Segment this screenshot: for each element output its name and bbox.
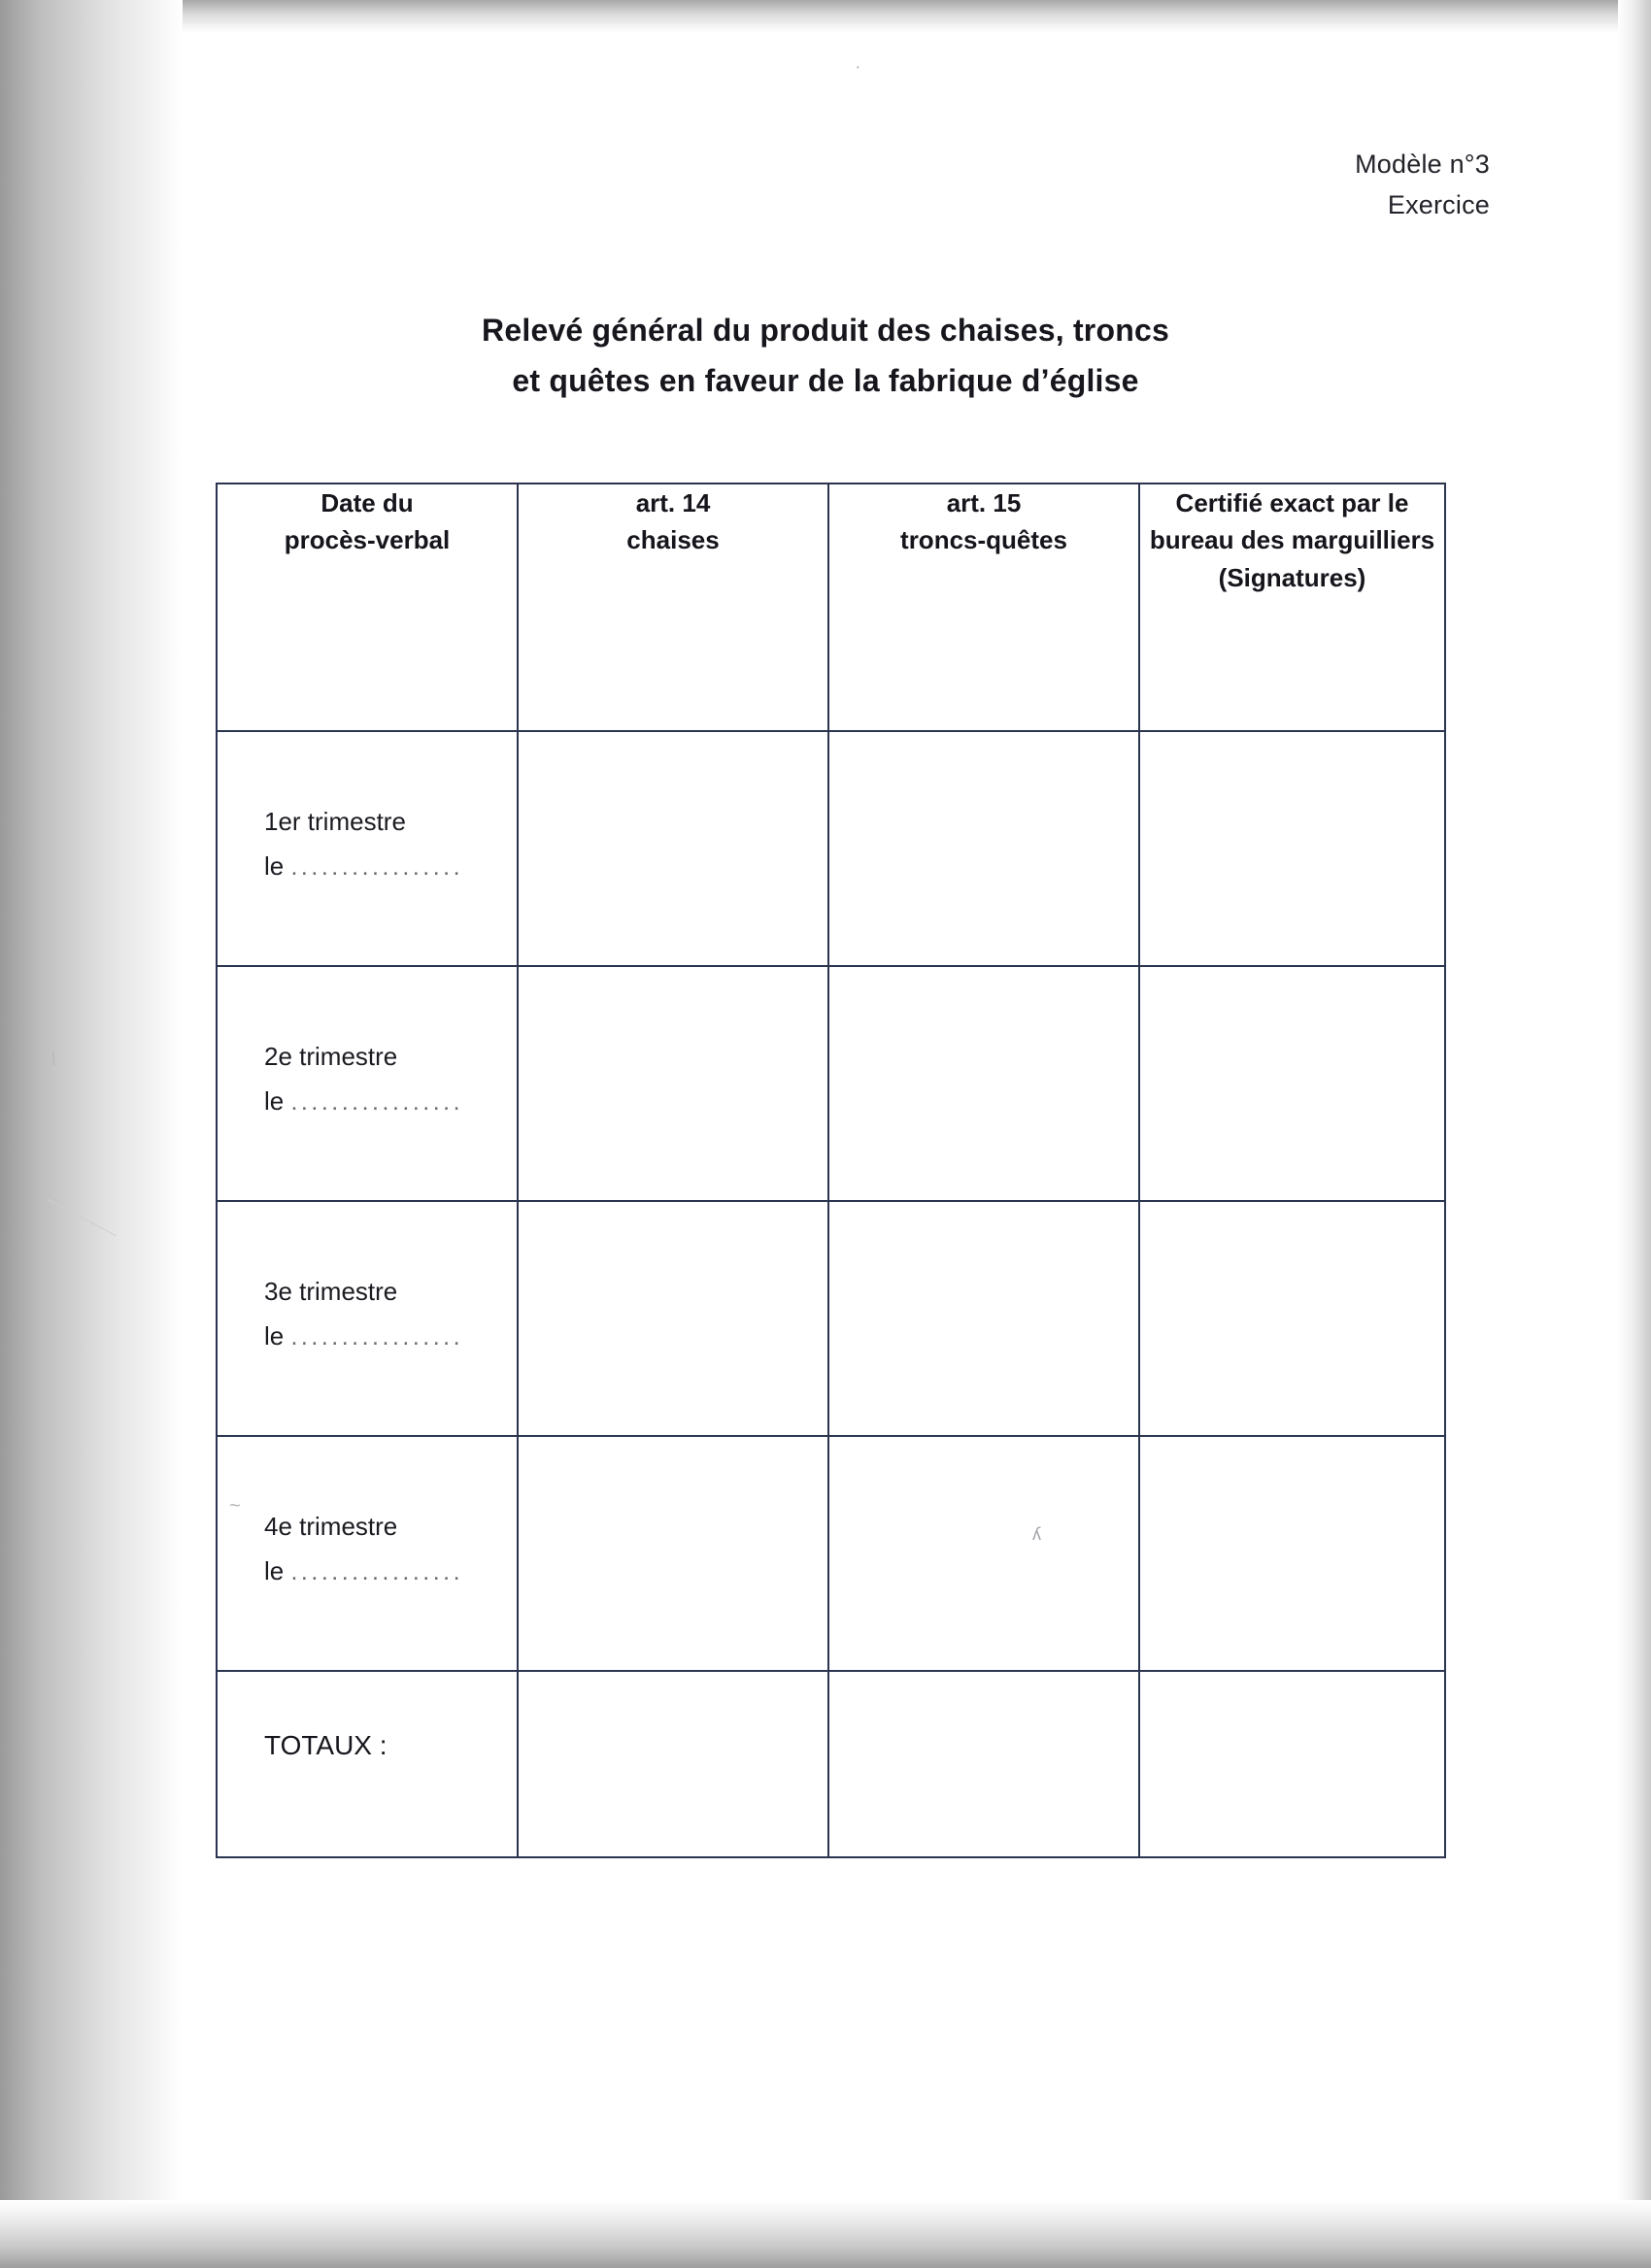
- column-header-troncs-quetes: [828, 484, 1139, 731]
- table-row: [217, 966, 1445, 1201]
- column-header-troncs-line2: troncs-quêtes: [900, 525, 1067, 555]
- row-label-q2-text: 2e trimestre: [264, 1042, 398, 1071]
- cell-signatures-totals[interactable]: [1139, 1671, 1445, 1857]
- scan-artifact-top-icon: ·: [855, 56, 861, 78]
- model-number: Modèle n°3: [1355, 150, 1490, 179]
- column-header-signatures-line1: Certifié exact par le: [1175, 488, 1409, 517]
- cell-troncs-quetes-q1[interactable]: [828, 731, 1139, 966]
- row-label-cell-q4: [217, 1436, 518, 1671]
- page-title-line2: et quêtes en faveur de la fabrique d’église: [512, 362, 1139, 398]
- scan-edge-top: [0, 0, 1651, 33]
- column-header-chaises-line1: art. 14: [635, 488, 711, 517]
- totals-label: TOTAUX :: [264, 1730, 387, 1760]
- row-date-line-q3[interactable]: [264, 1317, 517, 1356]
- row-date-dots-q3: .................: [290, 1323, 464, 1351]
- row-date-dots-q1: .................: [290, 853, 464, 882]
- row-date-line-q2[interactable]: [264, 1082, 517, 1121]
- cell-troncs-quetes-totals[interactable]: [828, 1671, 1139, 1857]
- row-label-cell-q2: [217, 966, 518, 1201]
- table-header-row: [217, 484, 1445, 731]
- column-header-date-line1: Date du: [320, 488, 414, 517]
- row-label-q4-text: 4e trimestre: [264, 1512, 398, 1541]
- column-header-signatures-line2: bureau des marguilliers: [1149, 525, 1435, 555]
- row-label-cell-totals: [217, 1671, 518, 1857]
- scan-edge-bottom: [0, 2200, 1651, 2268]
- table-row-totals: [217, 1671, 1445, 1857]
- scan-artifact-row-icon: ~: [229, 1495, 241, 1517]
- row-label-q3: [218, 1202, 517, 1356]
- page-title: [0, 306, 1651, 407]
- cell-troncs-quetes-q2[interactable]: [828, 966, 1139, 1201]
- column-header-chaises-line2: chaises: [626, 525, 720, 555]
- cell-chaises-q2[interactable]: [518, 966, 828, 1201]
- row-label-q1-text: 1er trimestre: [264, 807, 406, 836]
- table-row: [217, 1201, 1445, 1436]
- column-header-chaises: [518, 484, 828, 731]
- table-body: [217, 731, 1445, 1857]
- row-date-prefix-q1: le: [264, 851, 285, 882]
- row-date-line-q4[interactable]: [264, 1551, 517, 1591]
- cell-chaises-q4[interactable]: [518, 1436, 828, 1671]
- row-label-cell-q1: [217, 731, 518, 966]
- column-header-date: [217, 484, 518, 731]
- document-reference: [1355, 146, 1490, 224]
- cell-chaises-totals[interactable]: [518, 1671, 828, 1857]
- column-header-date-line2: procès-verbal: [284, 525, 451, 555]
- statement-table: [216, 483, 1446, 1858]
- cell-signatures-q2[interactable]: [1139, 966, 1445, 1201]
- row-date-prefix-q4: le: [264, 1556, 285, 1586]
- cell-signatures-q3[interactable]: [1139, 1201, 1445, 1436]
- table-row: [217, 1436, 1445, 1671]
- cell-chaises-q3[interactable]: [518, 1201, 828, 1436]
- scan-artifact-cell-icon: ʎ: [1032, 1524, 1041, 1544]
- cell-signatures-q4[interactable]: [1139, 1436, 1445, 1671]
- column-header-signatures: [1139, 484, 1445, 731]
- column-header-signatures-line3: (Signatures): [1218, 562, 1366, 592]
- row-label-q3-text: 3e trimestre: [264, 1277, 398, 1306]
- statement-table-wrapper: [216, 483, 1444, 1858]
- cell-troncs-quetes-q3[interactable]: [828, 1201, 1139, 1436]
- row-label-q4: [218, 1437, 517, 1591]
- row-date-dots-q2: .................: [290, 1088, 464, 1117]
- table-header: [217, 484, 1445, 731]
- row-date-prefix-q2: le: [264, 1086, 285, 1117]
- cell-troncs-quetes-q4[interactable]: [828, 1436, 1139, 1671]
- table-row: [217, 731, 1445, 966]
- row-date-prefix-q3: le: [264, 1321, 285, 1351]
- cell-signatures-q1[interactable]: [1139, 731, 1445, 966]
- row-date-line-q1[interactable]: [264, 847, 517, 886]
- row-label-q1: [218, 732, 517, 886]
- page-title-line1: Relevé général du produit des chaises, troncs: [482, 313, 1169, 348]
- scan-artifact-left-icon: \: [48, 1048, 58, 1071]
- row-label-q2: [218, 967, 517, 1121]
- row-label-cell-q3: [217, 1201, 518, 1436]
- column-header-troncs-line1: art. 15: [946, 488, 1022, 517]
- cell-chaises-q1[interactable]: [518, 731, 828, 966]
- row-date-dots-q4: .................: [290, 1558, 464, 1586]
- exercise-label: Exercice: [1387, 190, 1490, 220]
